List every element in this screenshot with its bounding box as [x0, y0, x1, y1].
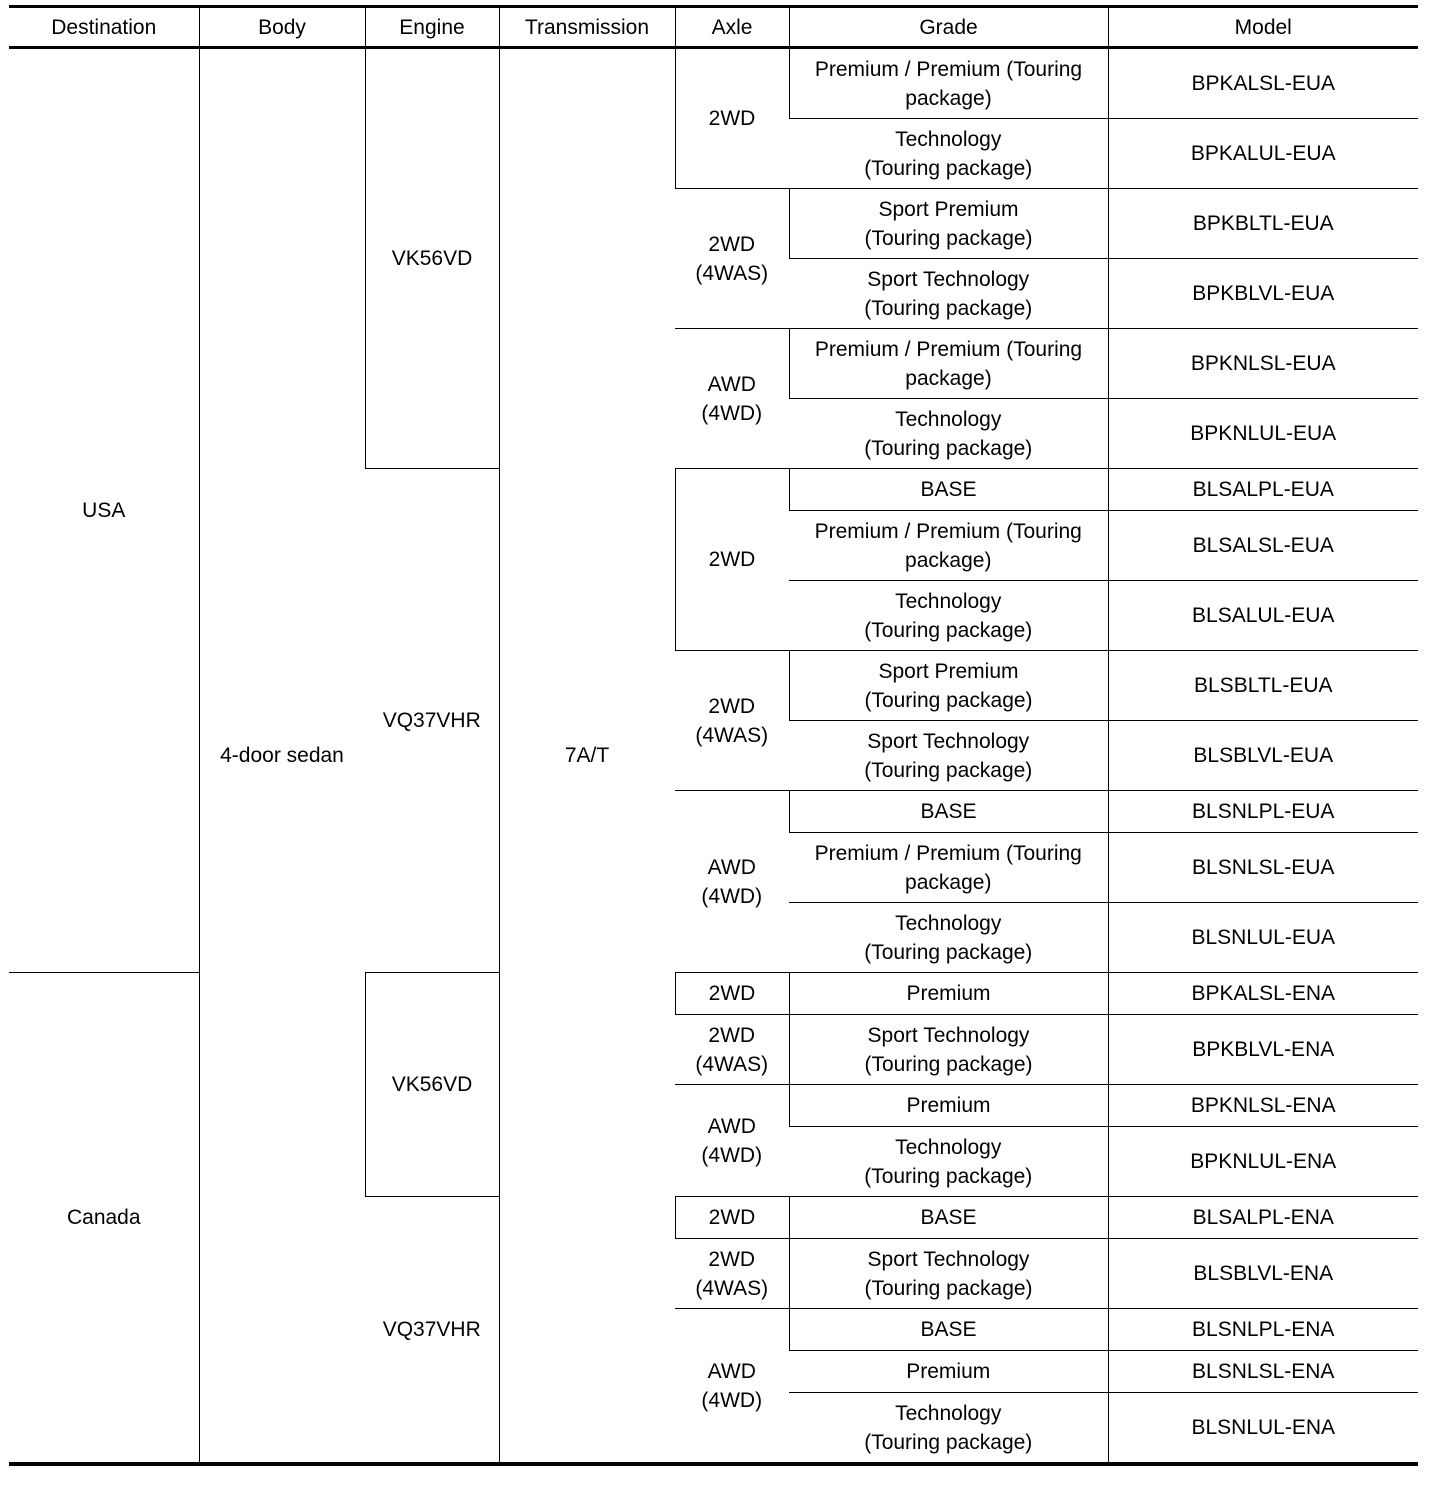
body-cell: 4-door sedan: [199, 48, 365, 1465]
header-destination: Destination: [9, 7, 199, 48]
model-cell: BLSALSL-EUA: [1108, 511, 1418, 581]
model-cell: BLSBLTL-EUA: [1108, 651, 1418, 721]
grade-cell: Premium / Premium (Touring package): [789, 329, 1108, 399]
grade-cell: Sport Technology (Touring package): [789, 721, 1108, 791]
transmission-cell: 7A/T: [499, 48, 675, 1465]
grade-cell: Technology (Touring package): [789, 581, 1108, 651]
vehicle-model-table: [9, 5, 1418, 1466]
axle-cell: 2WD: [675, 48, 789, 189]
axle-cell: AWD (4WD): [675, 1309, 789, 1465]
axle-cell: 2WD (4WAS): [675, 189, 789, 329]
model-cell: BLSBLVL-ENA: [1108, 1239, 1418, 1309]
axle-cell: AWD (4WD): [675, 1085, 789, 1197]
model-cell: BLSNLSL-EUA: [1108, 833, 1418, 903]
axle-cell: 2WD (4WAS): [675, 651, 789, 791]
model-cell: BPKBLTL-EUA: [1108, 189, 1418, 259]
model-cell: BPKNLUL-EUA: [1108, 399, 1418, 469]
grade-cell: Technology (Touring package): [789, 119, 1108, 189]
model-cell: BPKNLUL-ENA: [1108, 1127, 1418, 1197]
header-row: [9, 7, 1418, 48]
model-cell: BPKBLVL-ENA: [1108, 1015, 1418, 1085]
axle-cell: 2WD: [675, 973, 789, 1015]
model-cell: BPKALSL-ENA: [1108, 973, 1418, 1015]
header-axle: Axle: [675, 7, 789, 48]
header-model: Model: [1108, 7, 1418, 48]
axle-cell: 2WD: [675, 469, 789, 651]
model-cell: BLSALPL-EUA: [1108, 469, 1418, 511]
axle-cell: AWD (4WD): [675, 791, 789, 973]
engine-cell: VQ37VHR: [365, 469, 499, 973]
header-transmission: Transmission: [499, 7, 675, 48]
model-cell: BPKNLSL-EUA: [1108, 329, 1418, 399]
model-cell: BLSNLSL-ENA: [1108, 1351, 1418, 1393]
model-cell: BLSNLPL-EUA: [1108, 791, 1418, 833]
grade-cell: Premium / Premium (Touring package): [789, 511, 1108, 581]
grade-cell: Premium: [789, 1085, 1108, 1127]
grade-cell: BASE: [789, 1309, 1108, 1351]
grade-cell: Sport Technology (Touring package): [789, 1015, 1108, 1085]
grade-cell: BASE: [789, 1197, 1108, 1239]
grade-cell: Sport Technology (Touring package): [789, 259, 1108, 329]
model-cell: BPKNLSL-ENA: [1108, 1085, 1418, 1127]
engine-cell: VK56VD: [365, 973, 499, 1197]
header-engine: Engine: [365, 7, 499, 48]
model-cell: BLSNLUL-EUA: [1108, 903, 1418, 973]
header-body: Body: [199, 7, 365, 48]
grade-cell: Sport Premium (Touring package): [789, 189, 1108, 259]
axle-cell: 2WD (4WAS): [675, 1239, 789, 1309]
grade-cell: Premium / Premium (Touring package): [789, 833, 1108, 903]
grade-cell: Technology (Touring package): [789, 1393, 1108, 1465]
destination-cell: USA: [9, 48, 199, 973]
axle-cell: AWD (4WD): [675, 329, 789, 469]
engine-cell: VQ37VHR: [365, 1197, 499, 1465]
engine-cell: VK56VD: [365, 48, 499, 469]
grade-cell: Technology (Touring package): [789, 399, 1108, 469]
grade-cell: BASE: [789, 469, 1108, 511]
axle-cell: 2WD (4WAS): [675, 1015, 789, 1085]
model-cell: BLSNLPL-ENA: [1108, 1309, 1418, 1351]
grade-cell: BASE: [789, 791, 1108, 833]
model-cell: BLSALPL-ENA: [1108, 1197, 1418, 1239]
model-cell: BLSBLVL-EUA: [1108, 721, 1418, 791]
model-cell: BLSALUL-EUA: [1108, 581, 1418, 651]
grade-cell: Premium / Premium (Touring package): [789, 48, 1108, 119]
grade-cell: Sport Premium (Touring package): [789, 651, 1108, 721]
axle-cell: 2WD: [675, 1197, 789, 1239]
model-cell: BPKBLVL-EUA: [1108, 259, 1418, 329]
grade-cell: Sport Technology (Touring package): [789, 1239, 1108, 1309]
grade-cell: Premium: [789, 1351, 1108, 1393]
header-grade: Grade: [789, 7, 1108, 48]
table-row: [9, 48, 1418, 119]
grade-cell: Technology (Touring package): [789, 1127, 1108, 1197]
grade-cell: Technology (Touring package): [789, 903, 1108, 973]
model-cell: BPKALUL-EUA: [1108, 119, 1418, 189]
model-cell: BPKALSL-EUA: [1108, 48, 1418, 119]
grade-cell: Premium: [789, 973, 1108, 1015]
model-cell: BLSNLUL-ENA: [1108, 1393, 1418, 1465]
spec-table-container: [9, 5, 1418, 1466]
destination-cell: Canada: [9, 973, 199, 1465]
